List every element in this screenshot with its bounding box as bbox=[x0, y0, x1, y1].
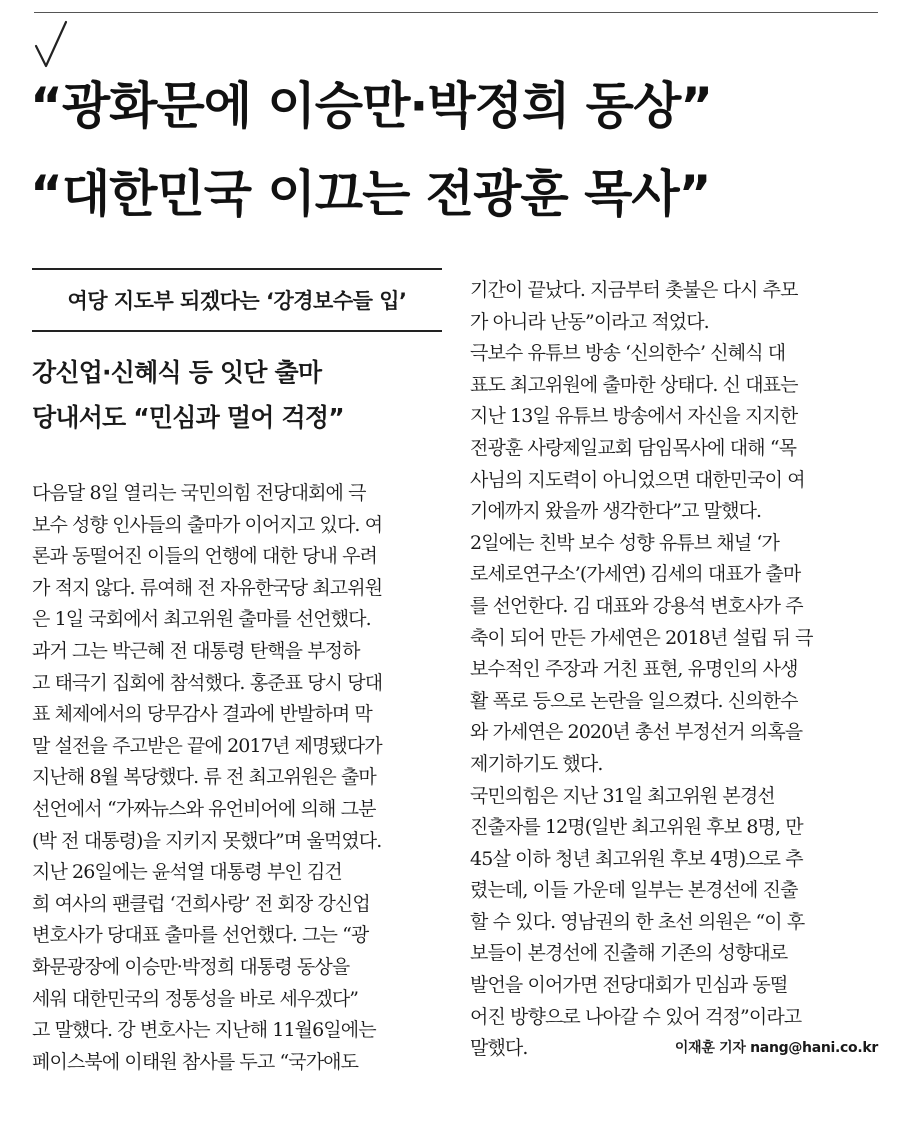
body-line: 2일에는 친박 보수 성향 유튜브 채널 ‘가 bbox=[470, 531, 779, 554]
body-line: 고 말했다. 강 변호사는 지난해 11월6일에는 bbox=[32, 1019, 376, 1042]
body-line: 희 여사의 팬클럽 ‘건희사랑’ 전 회장 강신업 bbox=[32, 892, 370, 915]
body-line: 은 1일 국회에서 최고위원 출마를 선언했다. bbox=[32, 608, 371, 631]
body-line: 선언에서 “가짜뉴스와 유언비어에 의해 그분 bbox=[32, 797, 376, 820]
body-line: 45살 이하 청년 최고위원 후보 4명)으로 추 bbox=[470, 847, 803, 870]
top-rule bbox=[34, 12, 878, 13]
body-line: 와 가세연은 2020년 총선 부정선거 의혹을 bbox=[470, 721, 803, 744]
body-line: 를 선언한다. 김 대표와 강용석 변호사가 주 bbox=[470, 594, 803, 617]
body-line: 가 아니라 난동”이라고 적었다. bbox=[470, 310, 709, 333]
left-body bbox=[32, 478, 442, 1078]
body-line-text: 말했다. bbox=[470, 1037, 528, 1060]
body-line: 표 체제에서의 당무감사 결과에 반발하며 막 bbox=[32, 703, 372, 726]
body-line: 세워 대한민국의 정통성을 바로 세우겠다” bbox=[32, 987, 359, 1010]
body-line: 과거 그는 박근혜 전 대통령 탄핵을 부정하 bbox=[32, 639, 360, 662]
body-line: 진출자를 12명(일반 최고위원 후보 8명, 만 bbox=[470, 816, 803, 839]
body-line: 전광훈 사랑제일교회 담임목사에 대해 “목 bbox=[470, 436, 797, 459]
subhead-text: 여당 지도부 되겠다는 ‘강경보수들 입’ bbox=[67, 289, 407, 313]
body-line: 보수적인 주장과 거친 표현, 유명인의 사생 bbox=[470, 658, 798, 681]
body-line: 할 수 있다. 영남권의 한 초선 의원은 “이 후 bbox=[470, 910, 805, 933]
body-line: 극보수 유튜브 방송 ‘신의한수’ 신혜식 대 bbox=[470, 342, 786, 365]
body-line: 국민의힘은 지난 31일 최고위원 본경선 bbox=[470, 784, 775, 807]
deck-line: 강신업·신혜식 등 잇단 출마 bbox=[32, 358, 322, 387]
body-line: 기에까지 왔을까 생각한다”고 말했다. bbox=[470, 500, 762, 523]
right-column bbox=[470, 275, 880, 1065]
body-line: 보수 성향 인사들의 출마가 이어지고 있다. 여 bbox=[32, 513, 383, 536]
body-line: 지난 13일 유튜브 방송에서 자신을 지지한 bbox=[470, 405, 798, 428]
body-line: 말 설전을 주고받은 끝에 2017년 제명됐다가 bbox=[32, 734, 382, 757]
deck bbox=[32, 350, 442, 440]
body-line: 활 폭로 등으로 논란을 일으켰다. 신의한수 bbox=[470, 689, 798, 712]
body-line: 보들이 본경선에 진출해 기존의 성향대로 bbox=[470, 942, 788, 965]
body-line: 어진 방향으로 나아갈 수 있어 걱정”이라고 bbox=[470, 1005, 802, 1028]
headline-line-2: “대한민국 이끄는 전광훈 목사” bbox=[30, 165, 711, 223]
body-line: 화문광장에 이승만·박정희 대통령 동상을 bbox=[32, 955, 350, 978]
last-body-line bbox=[470, 1033, 880, 1065]
body-line: 고 태극기 집회에 참석했다. 홍준표 당시 당대 bbox=[32, 671, 383, 694]
headline-line-1: “광화문에 이승만·박정희 동상” bbox=[30, 77, 713, 135]
body-line: 변호사가 당대표 출마를 선언했다. 그는 “광 bbox=[32, 924, 369, 947]
byline: 이재훈 기자 nang@hani.co.kr bbox=[674, 1040, 878, 1057]
body-line: 다음달 8일 열리는 국민의힘 전당대회에 극 bbox=[32, 482, 366, 504]
body-line: 축이 되어 만든 가세연은 2018년 설립 뒤 극 bbox=[470, 626, 813, 649]
body-line: 론과 동떨어진 이들의 언행에 대한 당내 우려 bbox=[32, 545, 378, 568]
left-column bbox=[32, 268, 442, 1078]
body-line: (박 전 대통령)을 지키지 못했다”며 울먹였다. bbox=[32, 829, 382, 852]
body-line: 제기하기도 했다. bbox=[470, 752, 603, 775]
body-line: 사님의 지도력이 아니었으면 대한민국이 여 bbox=[470, 468, 805, 491]
body-line: 렸는데, 이들 가운데 일부는 본경선에 진출 bbox=[470, 879, 798, 902]
deck-line: 당내서도 “민심과 멀어 걱정” bbox=[32, 403, 344, 432]
body-line: 발언을 이어가면 전당대회가 민심과 동떨 bbox=[470, 974, 788, 997]
check-mark-icon bbox=[34, 20, 68, 72]
body-line: 페이스북에 이태원 참사를 두고 “국가애도 bbox=[32, 1050, 359, 1073]
body-line: 로세로연구소’(가세연) 김세의 대표가 출마 bbox=[470, 563, 801, 586]
body-line: 기간이 끝났다. 지금부터 촛불은 다시 추모 bbox=[470, 279, 798, 301]
body-line: 지난해 8월 복당했다. 류 전 최고위원은 출마 bbox=[32, 766, 376, 789]
body-line: 표도 최고위원에 출마한 상태다. 신 대표는 bbox=[470, 373, 798, 396]
body-line: 지난 26일에는 윤석열 대통령 부인 김건 bbox=[32, 861, 342, 884]
subhead bbox=[32, 268, 442, 332]
body-line: 가 적지 않다. 류여해 전 자유한국당 최고위원 bbox=[32, 576, 383, 599]
